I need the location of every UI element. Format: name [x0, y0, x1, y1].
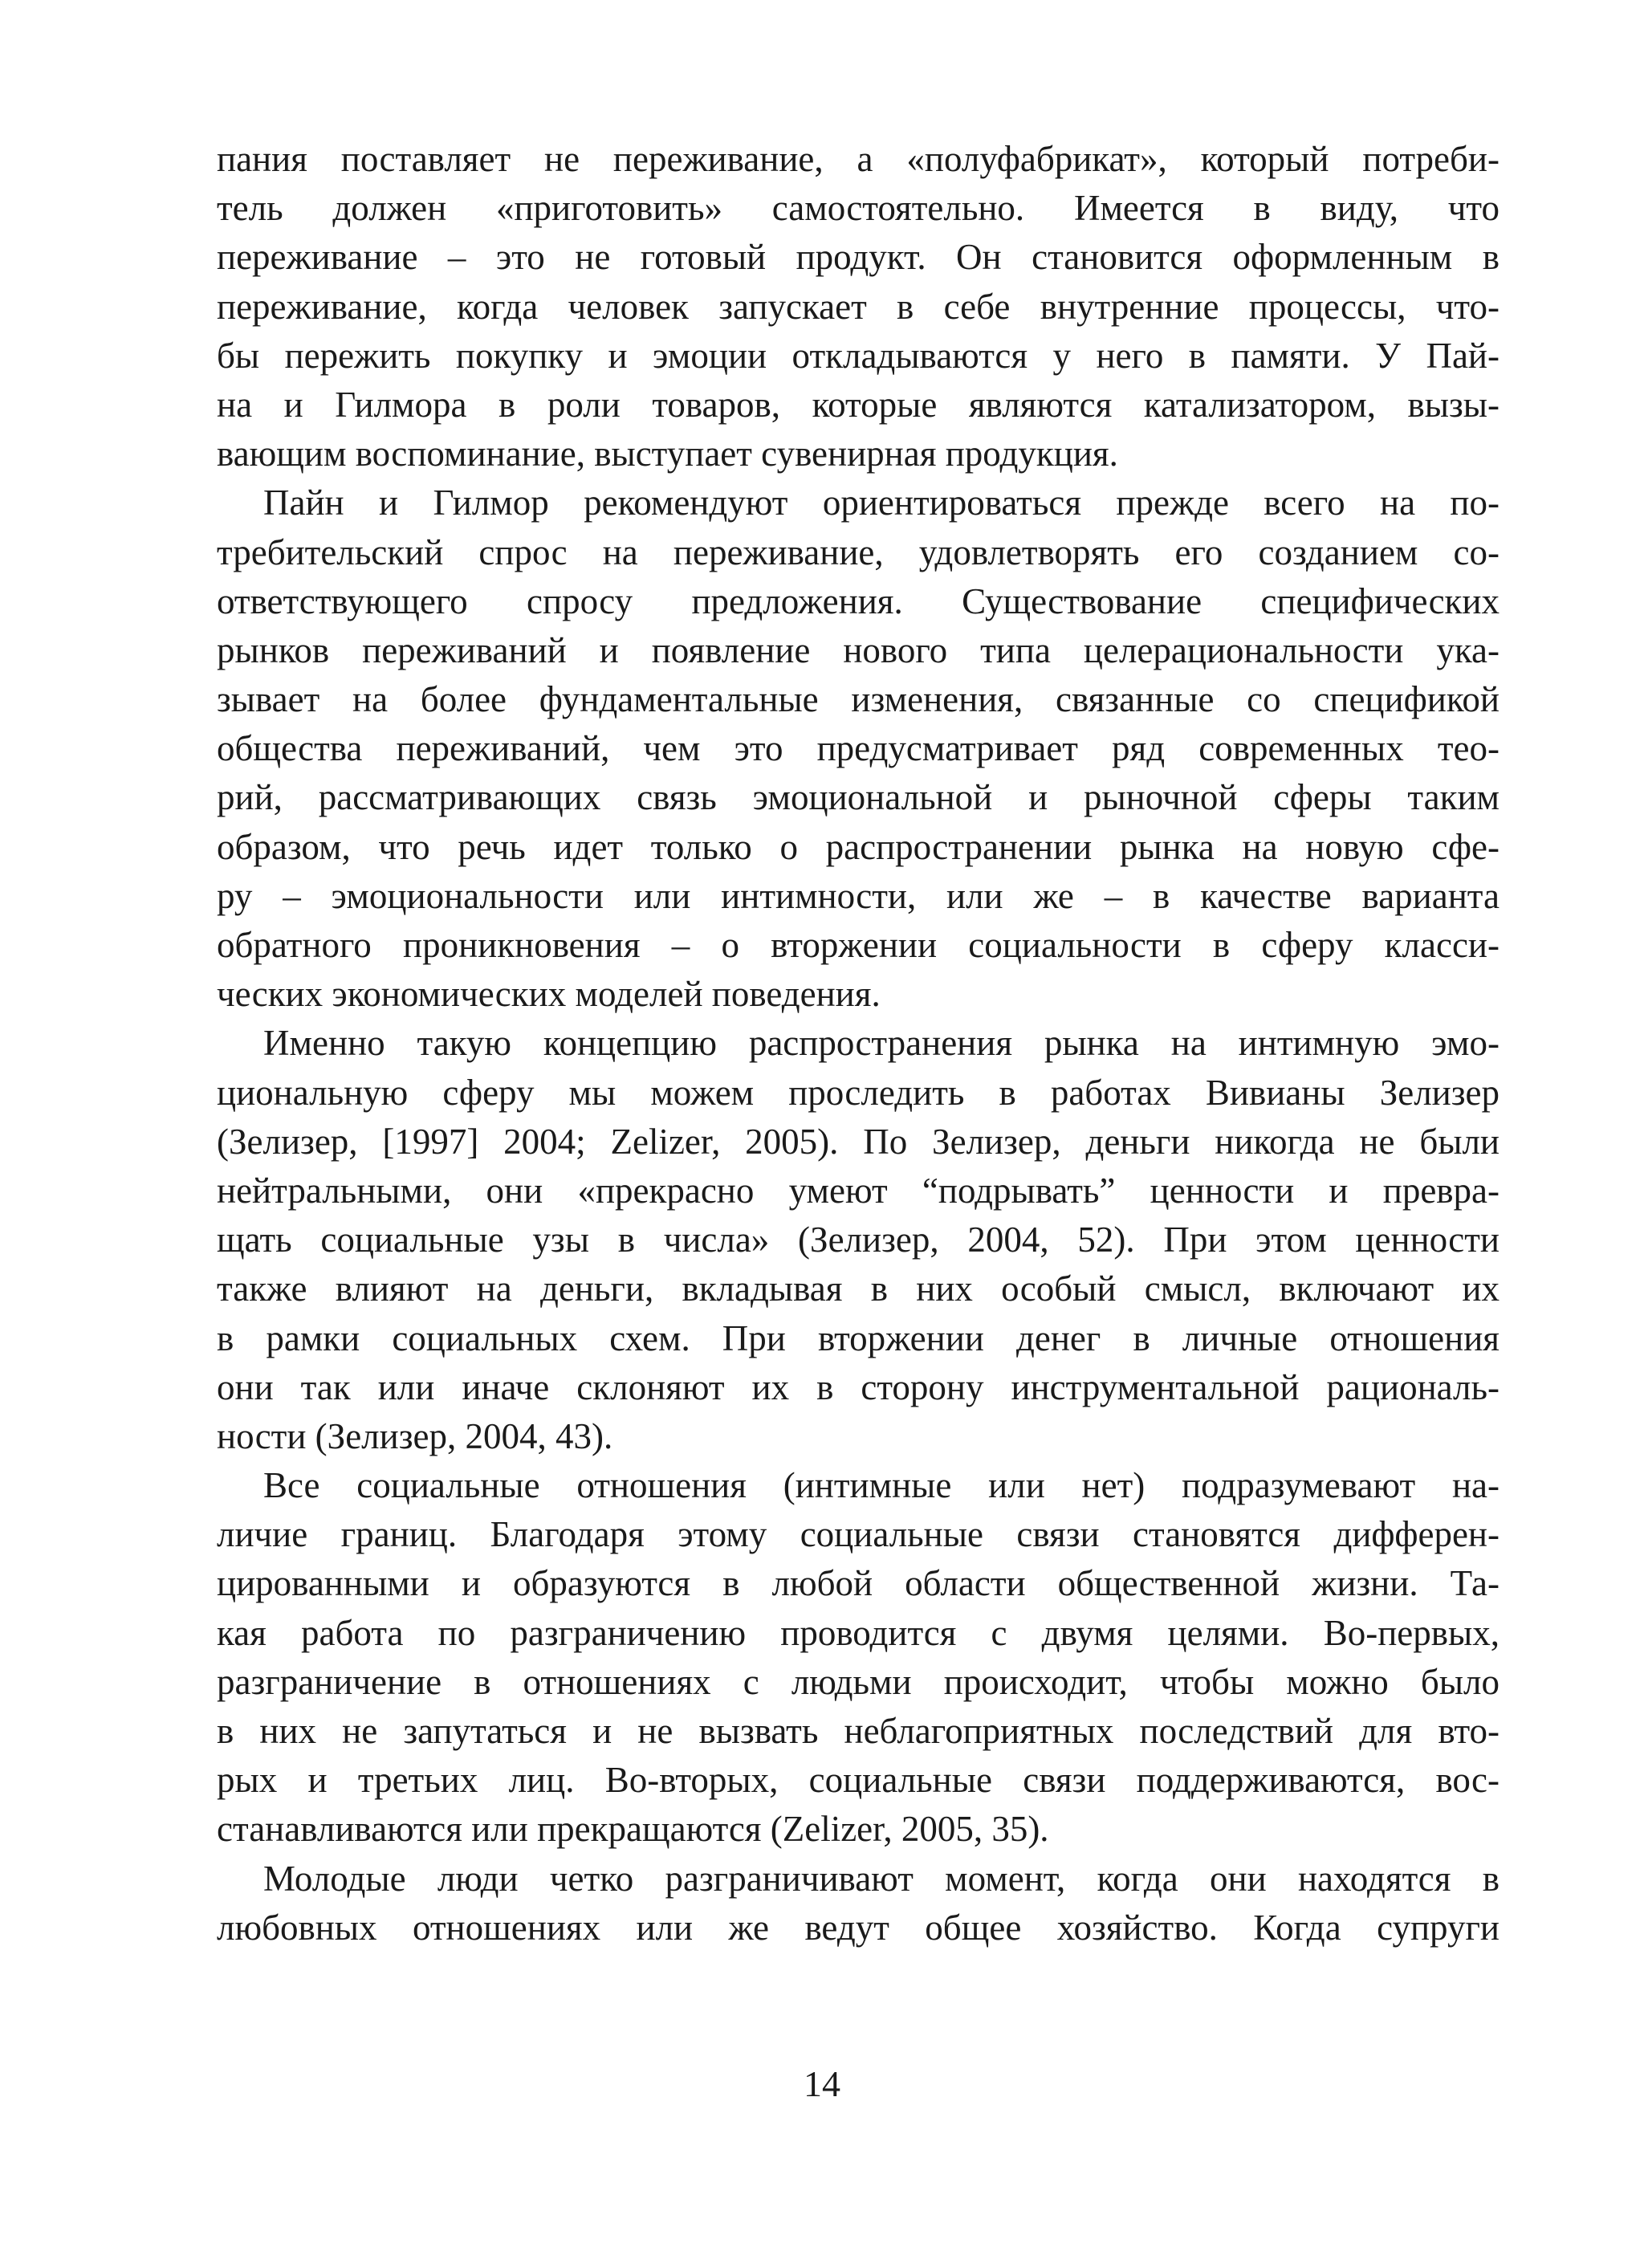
text-line: цированными и образуются в любой области общественной жизни. Та-: [217, 1563, 1500, 1604]
text-line: обратного проникновения – о вторжении социальности в сферу класси-: [217, 925, 1500, 965]
text-line: рынков переживаний и появление нового типа целерациональности ука-: [217, 629, 1500, 670]
text-line: переживание, когда человек запускает в себе внутренние процессы, что-: [217, 286, 1500, 327]
text-line: станавливаются или прекращаются (Zelizer, 2005, 35).: [217, 1809, 1049, 1850]
text-line: Молодые люди четко разграничивают момент, когда они находятся в: [263, 1858, 1500, 1899]
text-line: Все социальные отношения (интимные или нет) подразумевают на-: [263, 1465, 1500, 1506]
text-line: ру – эмоциональности или интимности, или же – в качестве варианта: [217, 875, 1500, 916]
text-line: личие границ. Благодаря этому социальные связи становятся дифферен-: [217, 1514, 1500, 1555]
text-line: в рамки социальных схем. При вторжении денег в личные отношения: [217, 1317, 1500, 1358]
text-line: они так или иначе склоняют их в сторону инструментальной рациональ-: [217, 1366, 1500, 1407]
text-line: требительский спрос на переживание, удовлетворять его созданием со-: [217, 531, 1500, 572]
page-number: 14: [804, 2063, 840, 2104]
text-line: рых и третьих лиц. Во-вторых, социальные связи поддерживаются, вос-: [217, 1760, 1500, 1801]
text-line: ческих экономических моделей поведения.: [217, 974, 881, 1015]
text-line: на и Гилмора в роли товаров, которые являются катализатором, вызы-: [217, 384, 1500, 425]
text-line: образом, что речь идет только о распространении рынка на новую сфе-: [217, 826, 1500, 867]
text-line: (Зелизер, [1997] 2004; Zelizer, 2005). По Зелизер, деньги никогда не были: [217, 1121, 1500, 1162]
text-line: кая работа по разграничению проводится с двумя целями. Во-первых,: [217, 1612, 1500, 1653]
text-line: пания поставляет не переживание, а «полуфабрикат», который потреби-: [217, 139, 1500, 179]
text-line: вающим воспоминание, выступает сувенирная продукция.: [217, 434, 1118, 474]
text-line: щать социальные узы в числа» (Зелизер, 2004, 52). При этом ценности: [217, 1220, 1500, 1260]
text-line: переживание – это не готовый продукт. Он становится оформленным в: [217, 237, 1500, 278]
text-line: также влияют на деньги, вкладывая в них особый смысл, включают их: [217, 1268, 1500, 1309]
paragraph: [217, 1019, 1500, 1461]
text-line: нейтральными, они «прекрасно умеют “подрывать” ценности и превра-: [217, 1170, 1500, 1211]
paragraph: [217, 1855, 1500, 1952]
text-line: бы пережить покупку и эмоции откладываются у него в памяти. У Пай-: [217, 335, 1500, 376]
text-line: любовных отношениях или же ведут общее хозяйство. Когда супруги: [217, 1907, 1500, 1948]
text-line: тель должен «приготовить» самостоятельно. Имеется в виду, что: [217, 188, 1500, 229]
text-line: ности (Зелизер, 2004, 43).: [217, 1415, 613, 1456]
text-line: разграничение в отношениях с людьми происходит, чтобы можно было: [217, 1661, 1500, 1702]
text-line: в них не запутаться и не вызвать неблагоприятных последствий для вто-: [217, 1711, 1500, 1751]
text-line: рий, рассматривающих связь эмоциональной и рыночной сферы таким: [217, 777, 1500, 818]
text-line: Пайн и Гилмор рекомендуют ориентироваться прежде всего на по-: [263, 483, 1500, 523]
body-text: [217, 135, 1500, 1952]
text-line: циональную сферу мы можем проследить в работах Вивианы Зелизер: [217, 1072, 1500, 1113]
paragraph: [217, 1461, 1500, 1855]
paragraph: [217, 135, 1500, 478]
text-line: общества переживаний, чем это предусматривает ряд современных тео-: [217, 728, 1500, 769]
text-line: ответствующего спросу предложения. Существование специфических: [217, 580, 1500, 621]
text-line: Именно такую концепцию распространения рынка на интимную эмо-: [263, 1023, 1500, 1064]
paragraph: [217, 478, 1500, 1019]
text-line: зывает на более фундаментальные изменения, связанные со спецификой: [217, 679, 1500, 720]
